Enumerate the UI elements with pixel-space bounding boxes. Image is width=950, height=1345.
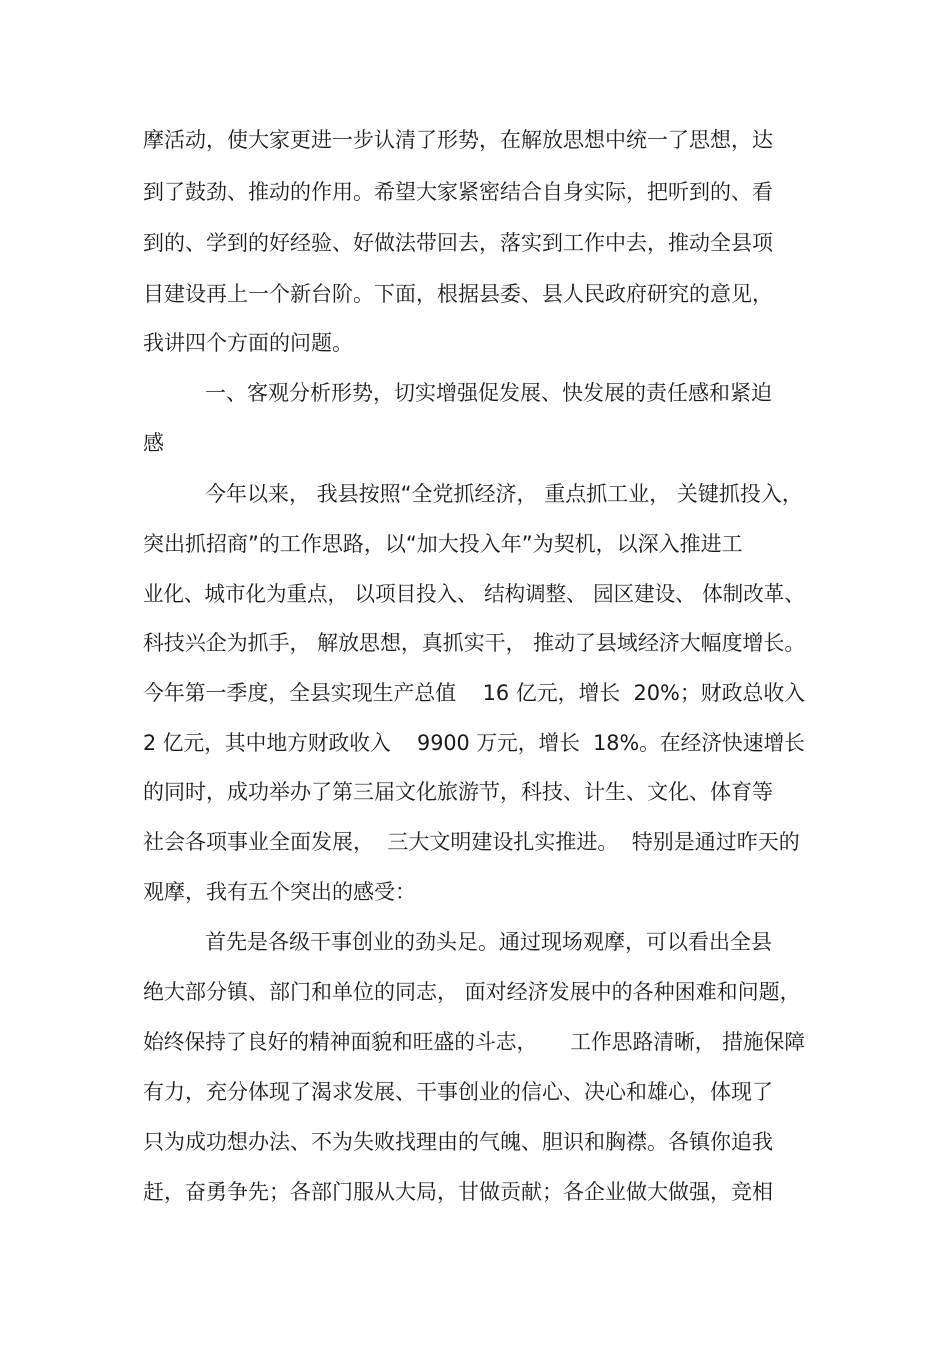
text-line: 今年第一季度，全县实现生产总值 16 亿元，增长 20%；财政总收入 [143,681,806,705]
text-line: 摩活动，使大家更进一步认清了形势，在解放思想中统一了思想，达 [143,128,773,152]
text-line: 2 亿元，其中地方财政收入 9900 万元，增长 18%。在经济快速增长 [143,731,805,755]
text-line: 绝大部分镇、部门和单位的同志， 面对经济发展中的各种困难和问题， [143,980,801,1004]
text-line: 业化、城市化为重点， 以项目投入、 结构调整、 园区建设、 体制改革、 [143,582,805,606]
text-line: 社会各项事业全面发展， 三大文明建设扎实推进。 特别是通过昨天的 [143,830,800,854]
text-line: 始终保持了良好的精神面貌和旺盛的斗志， 工作思路清晰， 措施保障 [143,1030,806,1054]
text-line: 的同时，成功举办了第三届文化旅游节，科技、计生、文化、体育等 [143,780,773,804]
section-heading-line: 一、客观分析形势，切实增强促发展、快发展的责任感和紧迫 [205,381,772,405]
text-line: 我讲四个方面的问题。 [143,331,353,355]
text-line: 到的、学到的好经验、好做法带回去，落实到工作中去，推动全县项 [143,231,773,255]
text-line: 今年以来， 我县按照“全党抓经济， 重点抓工业， 关键抓投入， [205,482,803,506]
text-line: 到了鼓劲、推动的作用。希望大家紧密结合自身实际，把听到的、看 [143,180,773,204]
text-line: 观摩，我有五个突出的感受： [143,880,416,904]
text-line: 有力，充分体现了渴求发展、干事创业的信心、决心和雄心，体现了 [143,1080,773,1104]
section-heading-line: 感 [143,431,164,455]
text-line: 目建设再上一个新台阶。下面，根据县委、县人民政府研究的意见， [143,282,773,306]
text-line: 首先是各级干事创业的劲头足。通过现场观摩，可以看出全县 [205,930,772,954]
text-line: 赶，奋勇争先；各部门服从大局，甘做贡献；各企业做大做强，竞相 [143,1180,773,1204]
text-line: 只为成功想办法、不为失败找理由的气魄、胆识和胸襟。各镇你追我 [143,1130,773,1154]
text-line: 突出抓招商”的工作思路，以“加大投入年”为契机，以深入推进工 [143,532,743,556]
text-line: 科技兴企为抓手， 解放思想，真抓实干， 推动了县域经济大幅度增长。 [143,631,806,655]
